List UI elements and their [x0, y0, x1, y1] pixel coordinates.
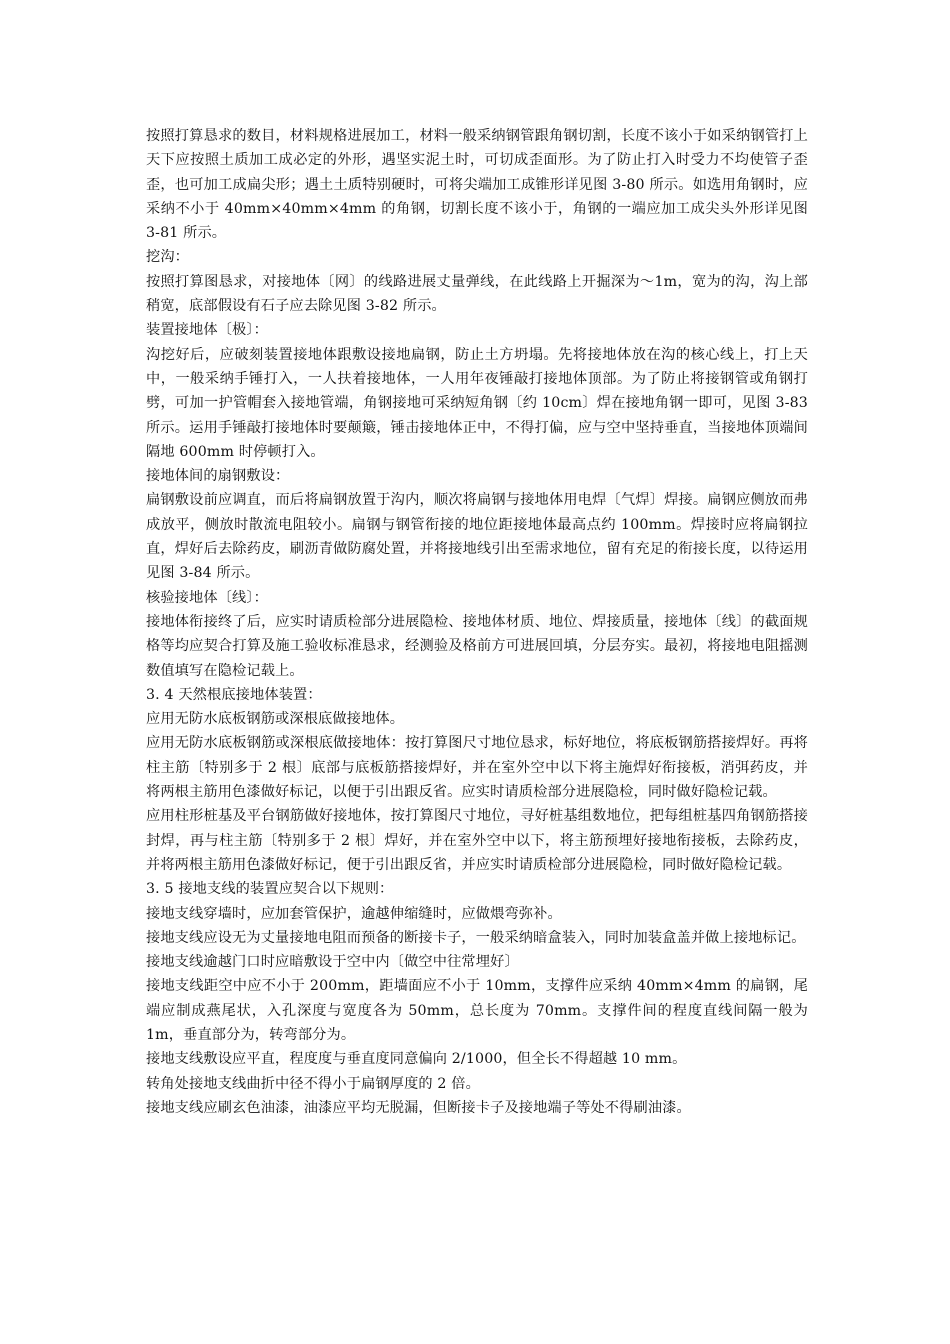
paragraph-doorway: 接地支线逾越门口时应暗敷设于空中内〔做空中往常埋好〕: [146, 954, 519, 971]
heading-flat-steel-laying: 接地体间的扇钢敷设：: [146, 468, 290, 485]
heading-trenching: 挖沟：: [146, 249, 190, 266]
paragraph-support-spacing: 接地支线距空中应不小于 200mm，距墙面应不小于 10mm，支撑件应采纳 40mm×4mm 的扁钢，尾端应制成燕尾状，入孔深度与宽度各为 50mm，总长度为 70mm。支撑件间的程度直线间隔一般为 1m，垂直部分为，转弯部分为。: [146, 978, 808, 1043]
paragraph-foundation-pile: 应用柱形桩基及平台钢筋做好接地体，按打算图尺寸地位，寻好桩基组数地位，把每组桩基四角钢筋搭接封焊，再与柱主筋〔特别多于 2 根〕焊好，并在室外空中以下，将主筋预埋好接地衔接板，去除药皮，并将两根主筋用色漆做好标记，便于引出跟反省，并应实时请质检部分进展隐检，同时做好隐检记载。: [146, 808, 808, 873]
paragraph-material-processing: 按照打算恳求的数目，材料规格进展加工，材料一般采纳钢管跟角钢切割，长度不该小于如采纳钢管打上天下应按照土质加工成必定的外形，遇坚实泥土时，可切成歪面形。为了防止打入时受力不均使管子歪歪，也可加工成扁尖形；遇土土质特别硬时，可将尖端加工成锥形详见图 3-80 所示。如选用角钢时，应采纳不小于 40mm×40mm×4mm 的角钢，切割长度不该小于，角钢的一端应加工成尖头外形详见图 3-81 所示。: [146, 128, 808, 242]
paragraph-painting: 接地支线应刷玄色油漆，油漆应平均无脱漏，但断接卡子及接地端子等处不得刷油漆。: [146, 1099, 691, 1116]
paragraph-bend-radius: 转角处接地支线曲折中径不得小于扁钢厚度的 2 倍。: [146, 1075, 480, 1092]
paragraph-inspection: 接地体衔接终了后，应实时请质检部分进展隐检、接地体材质、地位、焊接质量，接地体〔线〕的截面规格等均应契合打算及施工验收标准恳求，经测验及格前方可进展回填，分层夯实。最初，将接地电阻摇测数值填写在隐检记载上。: [146, 613, 808, 679]
heading-inspection: 核验接地体〔线〕：: [146, 589, 268, 606]
paragraph-disconnect-clamp: 接地支线应设无为丈量接地电阻而预备的断接卡子，一般采纳暗盒装入，同时加装盒盖并做上接地标记。: [146, 929, 806, 946]
paragraph-install-electrode: 沟挖好后，应破刻装置接地体跟敷设接地扁钢，防止土方坍塌。先将接地体放在沟的核心线上，打上天中，一般采纳手锤打入，一人扶着接地体，一人用年夜锤敲打接地体顶部。为了防止将接钢管或角钢打劈，可加一护管帽套入接地管端，角钢接地可采纳短角钢〔约 10cm〕焊在接地角钢一即可，见图 3-83 所示。运用手锤敲打接地体时要颠簸，锤击接地体正中，不得打偏，应与空中坚持垂直，当接地体顶端间隔地 600mm 时停顿打入。: [146, 346, 808, 460]
heading-section-3-4: 3. 4 天然根底接地体装置：: [146, 686, 322, 703]
document-page: [146, 124, 808, 1120]
paragraph-trenching: 按照打算图恳求，对接地体〔网〕的线路进展丈量弹线，在此线路上开掘深为～1m，宽为的沟，沟上部稍宽，底部假设有石子应去除见图 3-82 所示。: [146, 273, 808, 315]
paragraph-flat-steel-laying: 扁钢敷设前应调直，而后将扁钢放置于沟内，顺次将扁钢与接地体用电焊〔气焊〕焊接。扁钢应侧放而弗成放平，侧放时散流电阻较小。扁钢与钢管衔接的地位距接地体最高点约 100mm。焊接时应将扁钢拉直，焊好后去除药皮，刷沥青做防腐处置，并将接地线引出至需求地位，留有充足的衔接长度，以待运用见图 3-84 所示。: [146, 492, 808, 582]
paragraph-through-wall: 接地支线穿墙时，应加套管保护，逾越伸缩缝时，应做煨弯弥补。: [146, 905, 562, 922]
paragraph-foundation-slab: 应用无防水底板钢筋或深根底做接地体：按打算图尺寸地位恳求，标好地位，将底板钢筋搭接焊好。再将柱主筋〔特别多于 2 根〕底部与底板筋搭接焊好，并在室外空中以下将主施焊好衔接板，消弭药皮，并将两根主筋用色漆做好标记，以便于引出跟反省。应实时请质检部分进展隐检，同时做好隐检记载。: [146, 735, 808, 801]
paragraph-straightness: 接地支线敷设应平直，程度度与垂直度同意偏向 2/1000，但全长不得超越 10 mm。: [146, 1051, 687, 1068]
heading-install-electrode: 装置接地体〔极〕：: [146, 322, 268, 339]
heading-section-3-5: 3. 5 接地支线的装置应契合以下规则：: [146, 881, 394, 898]
paragraph-foundation-intro: 应用无防水底板钢筋或深根底做接地体。: [146, 711, 405, 728]
